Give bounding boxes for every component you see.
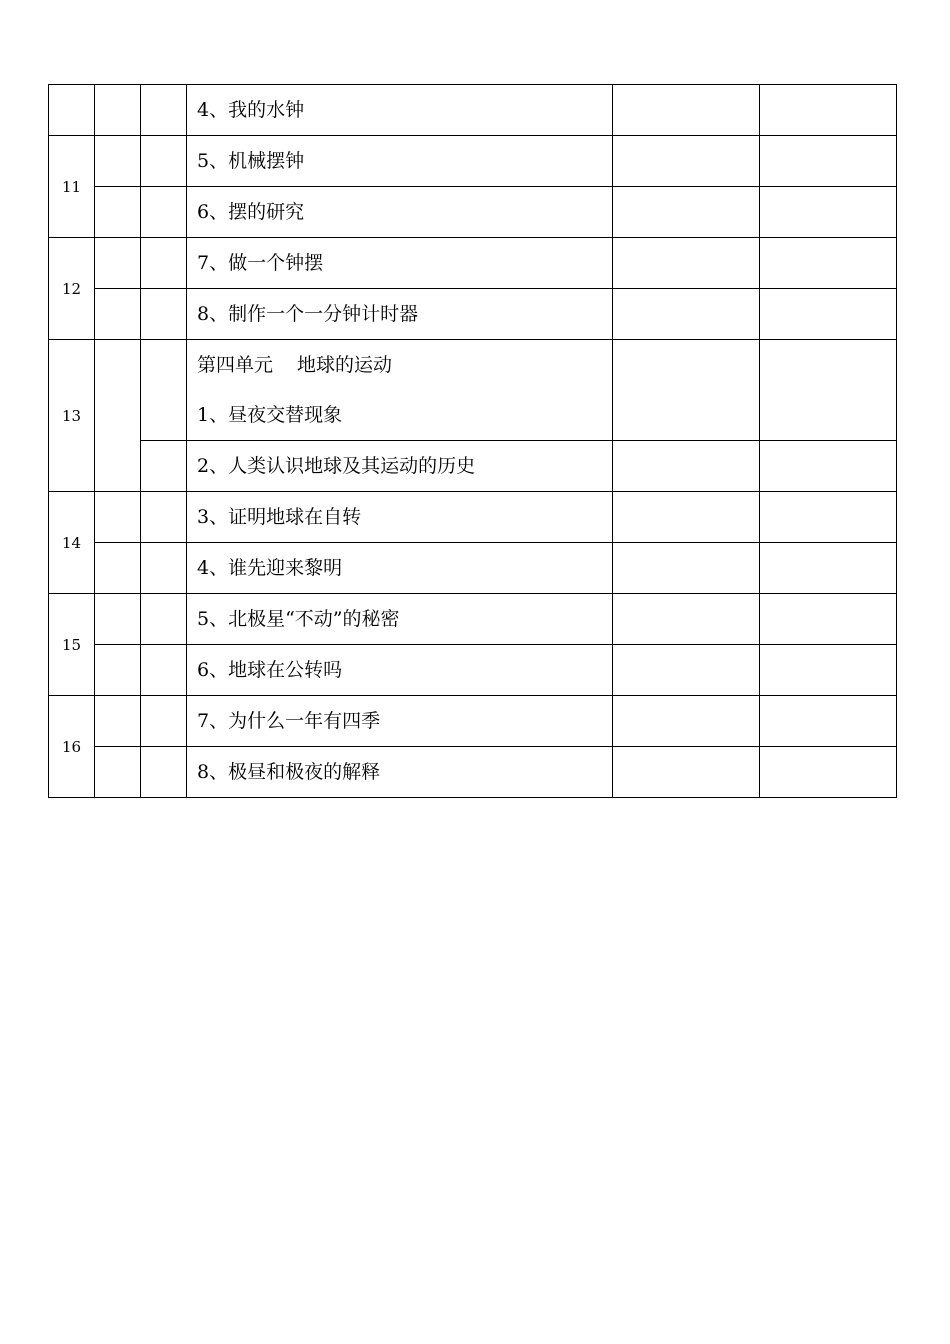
table-row xyxy=(49,543,897,594)
blank-cell xyxy=(613,136,760,187)
blank-cell xyxy=(95,747,141,798)
blank-cell xyxy=(141,340,187,441)
table-row xyxy=(49,696,897,747)
blank-cell xyxy=(613,594,760,645)
table-row xyxy=(49,85,897,136)
blank-cell xyxy=(613,645,760,696)
week-number: 13 xyxy=(49,340,95,492)
lesson-cell xyxy=(187,340,613,441)
blank-cell xyxy=(141,85,187,136)
blank-cell xyxy=(95,492,141,543)
blank-cell xyxy=(760,747,897,798)
blank-cell xyxy=(613,747,760,798)
blank-cell xyxy=(613,238,760,289)
table-row xyxy=(49,238,897,289)
blank-cell xyxy=(613,441,760,492)
blank-cell xyxy=(760,696,897,747)
lesson-cell: 2、人类认识地球及其运动的历史 xyxy=(187,441,613,492)
blank-cell xyxy=(95,238,141,289)
week-number: 15 xyxy=(49,594,95,696)
blank-cell xyxy=(613,696,760,747)
blank-cell xyxy=(141,594,187,645)
blank-cell xyxy=(760,441,897,492)
table-row xyxy=(49,747,897,798)
blank-cell xyxy=(760,340,897,441)
unit-title xyxy=(197,353,612,378)
blank-cell xyxy=(613,492,760,543)
blank-cell xyxy=(141,238,187,289)
blank-cell xyxy=(760,136,897,187)
blank-cell xyxy=(760,594,897,645)
blank-cell xyxy=(95,187,141,238)
blank-cell xyxy=(141,492,187,543)
lesson-cell: 4、我的水钟 xyxy=(187,85,613,136)
blank-cell xyxy=(760,543,897,594)
week-cell xyxy=(49,85,95,136)
lesson-cell: 5、北极星“不动”的秘密 xyxy=(187,594,613,645)
blank-cell xyxy=(613,85,760,136)
blank-cell xyxy=(613,289,760,340)
blank-cell xyxy=(613,340,760,441)
table-row xyxy=(49,594,897,645)
blank-cell xyxy=(141,441,187,492)
lesson-cell: 5、机械摆钟 xyxy=(187,136,613,187)
lesson-cell: 8、制作一个一分钟计时器 xyxy=(187,289,613,340)
lesson-cell: 8、极昼和极夜的解释 xyxy=(187,747,613,798)
table-row xyxy=(49,289,897,340)
blank-cell xyxy=(613,543,760,594)
lesson-cell: 6、地球在公转吗 xyxy=(187,645,613,696)
table-row xyxy=(49,645,897,696)
blank-cell xyxy=(760,238,897,289)
week-number: 14 xyxy=(49,492,95,594)
blank-cell xyxy=(95,543,141,594)
table-row xyxy=(49,441,897,492)
table-row xyxy=(49,136,897,187)
blank-cell xyxy=(760,492,897,543)
blank-cell xyxy=(95,645,141,696)
teaching-plan-table xyxy=(48,84,897,798)
blank-cell xyxy=(141,543,187,594)
blank-cell xyxy=(141,289,187,340)
unit-prefix: 第四单元 xyxy=(197,353,274,376)
lesson-cell: 3、证明地球在自转 xyxy=(187,492,613,543)
blank-cell xyxy=(141,187,187,238)
blank-cell xyxy=(613,187,760,238)
blank-cell xyxy=(141,645,187,696)
blank-cell xyxy=(95,594,141,645)
blank-cell xyxy=(760,85,897,136)
blank-cell xyxy=(95,696,141,747)
lesson-cell: 6、摆的研究 xyxy=(187,187,613,238)
blank-cell xyxy=(760,289,897,340)
blank-cell xyxy=(95,289,141,340)
lesson-cell: 4、谁先迎来黎明 xyxy=(187,543,613,594)
blank-cell xyxy=(760,645,897,696)
table-row xyxy=(49,187,897,238)
blank-cell xyxy=(760,187,897,238)
unit-name: 地球的运动 xyxy=(297,353,393,376)
lesson-cell: 7、为什么一年有四季 xyxy=(187,696,613,747)
lesson-text: 1、昼夜交替现象 xyxy=(197,403,343,426)
blank-cell xyxy=(95,136,141,187)
blank-cell xyxy=(141,747,187,798)
week-number: 11 xyxy=(49,136,95,238)
lesson-cell: 7、做一个钟摆 xyxy=(187,238,613,289)
table-row xyxy=(49,492,897,543)
blank-cell xyxy=(95,85,141,136)
week-number: 16 xyxy=(49,696,95,798)
blank-cell xyxy=(141,696,187,747)
blank-cell xyxy=(95,340,141,492)
blank-cell xyxy=(141,136,187,187)
table-row xyxy=(49,340,897,441)
week-number: 12 xyxy=(49,238,95,340)
